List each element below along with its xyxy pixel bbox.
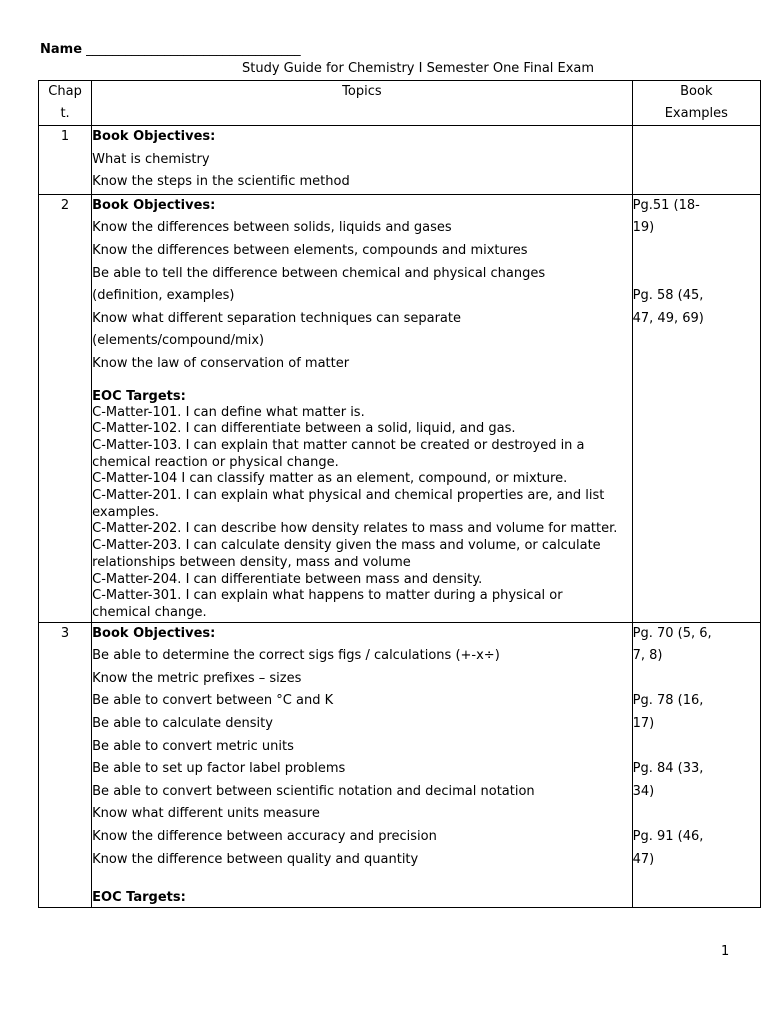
book-example: 47) bbox=[632, 851, 655, 867]
objectives-title: Book Objectives: bbox=[92, 197, 216, 213]
eoc-target: C-Matter-201. I can explain what physical and chemical properties are, and list examples. bbox=[92, 488, 605, 520]
objective-item: Know the steps in the scientific method bbox=[92, 174, 350, 190]
book-example: Pg.51 (18- bbox=[632, 197, 700, 213]
book-example: 34) bbox=[632, 783, 655, 799]
table-row bbox=[39, 126, 761, 195]
objective-item: Know the difference between quality and quantity bbox=[92, 851, 419, 867]
book-example: Pg. 58 (45, bbox=[632, 288, 704, 304]
book-examples-cell bbox=[632, 126, 760, 195]
book-example: Pg. 91 (46, bbox=[632, 829, 704, 845]
study-guide-table bbox=[38, 80, 761, 908]
objective-item: Be able to convert between °C and K bbox=[92, 693, 334, 709]
book-example-spacer bbox=[633, 240, 760, 263]
objective-item: Be able to calculate density bbox=[92, 716, 273, 732]
name-blank: _________________________________ bbox=[82, 42, 301, 57]
objective-item: (elements/compound/mix) bbox=[92, 333, 265, 349]
objective-item: Know what different units measure bbox=[92, 806, 320, 822]
book-example: 47, 49, 69) bbox=[632, 310, 704, 326]
objective-item: Know the law of conservation of matter bbox=[92, 355, 350, 371]
eoc-target: C-Matter-204. I can differentiate between mass and density. bbox=[92, 571, 483, 587]
objective-item: Be able to convert between scientific notation and decimal notation bbox=[92, 783, 535, 799]
eoc-target: C-Matter-301. I can explain what happens to matter during a physical or chemical change. bbox=[92, 588, 563, 620]
book-example: 7, 8) bbox=[632, 648, 663, 664]
objective-item: What is chemistry bbox=[92, 151, 210, 167]
book-example-spacer bbox=[633, 736, 760, 759]
book-example: Pg. 78 (16, bbox=[632, 693, 704, 709]
table-header-row bbox=[39, 81, 761, 126]
book-examples-cell bbox=[632, 622, 760, 908]
book-example: Pg. 84 (33, bbox=[632, 761, 704, 777]
eoc-target: C-Matter-102. I can differentiate between a solid, liquid, and gas. bbox=[92, 421, 516, 437]
chapter-number: 3 bbox=[39, 622, 92, 908]
header-chapter: Chap t. bbox=[39, 81, 92, 126]
objective-item: Be able to determine the correct sigs figs / calculations (+-x÷) bbox=[92, 648, 500, 664]
book-example: Pg. 70 (5, 6, bbox=[632, 625, 712, 641]
objectives-title: Book Objectives: bbox=[92, 625, 216, 641]
book-example-spacer bbox=[633, 803, 760, 826]
book-example: 19) bbox=[632, 220, 655, 236]
book-example-spacer bbox=[633, 263, 760, 286]
objective-item: Be able to tell the difference between chemical and physical changes bbox=[92, 265, 546, 281]
eoc-target: C-Matter-104 I can classify matter as an element, compound, or mixture. bbox=[92, 471, 568, 487]
objective-item: Know the metric prefixes – sizes bbox=[92, 670, 302, 686]
book-example-spacer bbox=[633, 668, 760, 691]
eoc-target: C-Matter-101. I can define what matter is. bbox=[92, 404, 365, 420]
eoc-title: EOC Targets: bbox=[92, 388, 186, 404]
objective-item: (definition, examples) bbox=[92, 288, 235, 304]
objective-item: Know the differences between elements, compounds and mixtures bbox=[92, 242, 528, 258]
eoc-title: EOC Targets: bbox=[92, 890, 186, 906]
header-book-examples: Book Examples bbox=[632, 81, 760, 126]
topics-cell bbox=[92, 622, 632, 908]
book-examples-cell bbox=[632, 194, 760, 622]
page-number: 1 bbox=[721, 944, 730, 959]
page-title: Study Guide for Chemistry I Semester One Final Exam bbox=[242, 61, 595, 76]
objective-item: Be able to convert metric units bbox=[92, 738, 294, 754]
objective-item: Know the difference between accuracy and precision bbox=[92, 829, 437, 845]
objectives-title: Book Objectives: bbox=[92, 129, 216, 144]
book-example: 17) bbox=[632, 716, 655, 732]
table-row bbox=[39, 622, 761, 908]
table-row bbox=[39, 194, 761, 622]
name-field-line bbox=[40, 42, 301, 57]
topics-cell bbox=[92, 126, 632, 195]
chapter-number: 1 bbox=[39, 126, 92, 195]
chapter-number: 2 bbox=[39, 194, 92, 622]
objective-item: Know what different separation techniques can separate bbox=[92, 310, 461, 326]
objective-item: Know the differences between solids, liquids and gases bbox=[92, 220, 452, 236]
objective-item: Be able to set up factor label problems bbox=[92, 761, 346, 777]
eoc-target: C-Matter-203. I can calculate density given the mass and volume, or calculate relationships between density, mass and volume bbox=[92, 538, 601, 570]
eoc-target: C-Matter-202. I can describe how density relates to mass and volume for matter. bbox=[92, 521, 618, 537]
eoc-target: C-Matter-103. I can explain that matter cannot be created or destroyed in a chemical reaction or physical change. bbox=[92, 437, 585, 470]
header-topics: Topics bbox=[92, 81, 632, 126]
name-label: Name bbox=[40, 42, 83, 57]
topics-cell bbox=[92, 194, 632, 622]
